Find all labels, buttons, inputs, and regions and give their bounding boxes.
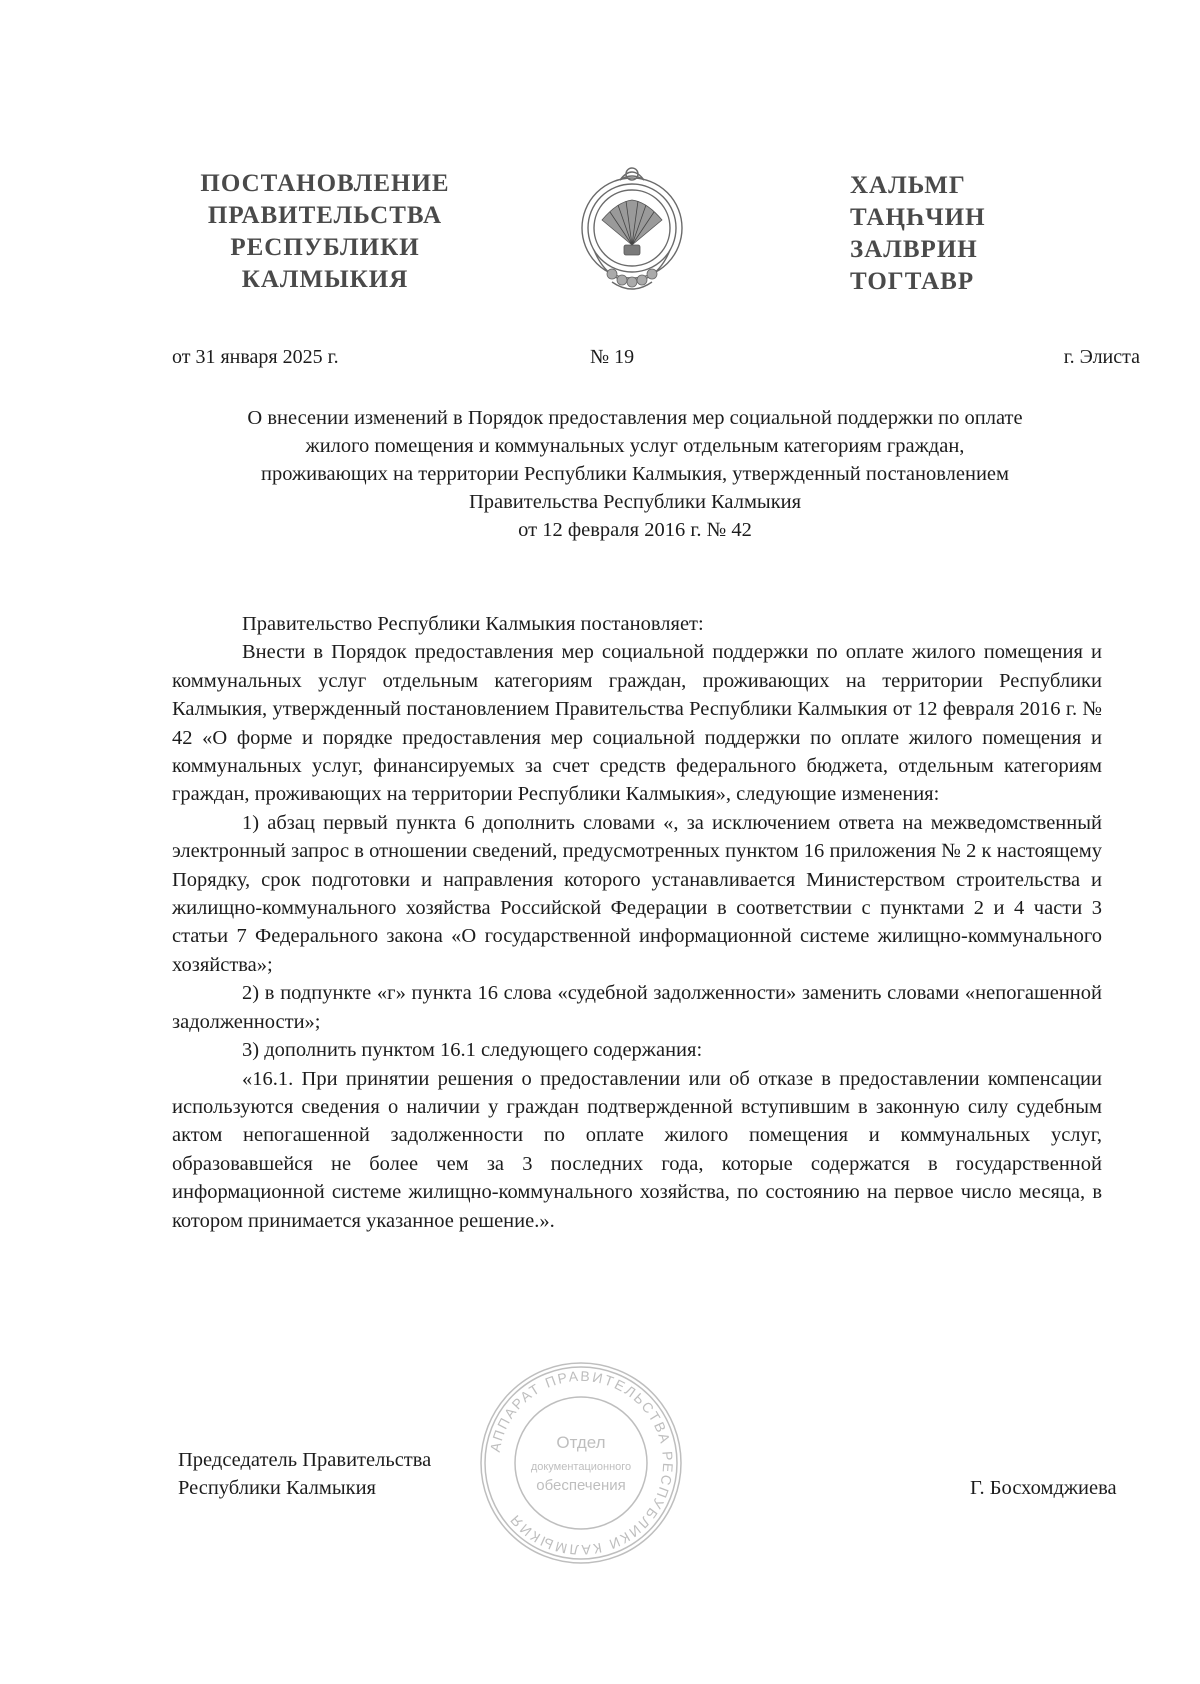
- header-kalmyk-title: [850, 170, 1020, 298]
- signatory-position-line: Председатель Правительства: [178, 1449, 432, 1471]
- title-line: жилого помещения и коммунальных услуг отдельным категориям граждан,: [305, 435, 965, 457]
- document-body: [172, 610, 1102, 1235]
- header-russian-title: [180, 168, 470, 296]
- title-line: от 12 февраля 2016 г. № 42: [518, 519, 752, 541]
- seal-ring-text: АППАРАТ ПРАВИТЕЛЬСТВА РЕСПУБЛИКИ КАЛМЫКИЯ: [486, 1367, 677, 1559]
- title-line: Правительства Республики Калмыкия: [468, 491, 802, 513]
- header-left-line: ПРАВИТЕЛЬСТВА: [207, 202, 443, 229]
- header-left-line: ПОСТАНОВЛЕНИЕ: [200, 170, 450, 197]
- body-paragraph: 1) абзац первый пункта 6 дополнить словами «, за исключением ответа на межведомственный электронный запрос в отношении сведений, предусмотренных пунктом 16 приложения № 2 к настоящему Порядку, срок подготовки и направления которого устанавливается Министерством строительства и жилищно-коммунального хозяйства Российской Федерации в соответствии с пунктами 2 и 4 части 3 статьи 7 Федерального закона «О государственной информационной системе жилищно-коммунального хозяйства»;: [172, 811, 1102, 976]
- body-paragraph: 2) в подпункте «г» пункта 16 слова «судебной задолженности» заменить словами «непогашенной задолженности»;: [172, 982, 1102, 1033]
- seal-center-line: Отдел: [556, 1433, 606, 1452]
- title-line: проживающих на территории Республики Калмыкия, утвержденный постановлением: [261, 463, 1009, 485]
- signatory-position: [178, 1446, 431, 1502]
- document-title: [160, 404, 1110, 544]
- title-line: О внесении изменений в Порядок предоставления мер социальной поддержки по оплате: [247, 407, 1023, 429]
- document-date: от 31 января 2025 г.: [172, 346, 339, 368]
- header-left-line: РЕСПУБЛИКИ: [230, 234, 420, 261]
- header-right-line: ЗАЛВРИН: [850, 236, 978, 263]
- header-left-line: КАЛМЫКИЯ: [241, 266, 409, 293]
- body-paragraph: Внести в Порядок предоставления мер социальной поддержки по оплате жилого помещения и коммунальных услуг отдельным категориям граждан, проживающих на территории Республики Калмыкия, утвержденный постановлением Правительства Республики Калмыкия от 12 февраля 2016 г. № 42 «О форме и порядке предоставления мер социальной поддержки по оплате жилого помещения и коммунальных услуг, финансируемых за счет средств федерального бюджета, отдельным категориям граждан, проживающих на территории Республики Калмыкия», следующие изменения:: [172, 641, 1102, 806]
- seal-center-line: обеспечения: [536, 1477, 626, 1494]
- body-paragraph: Правительство Республики Калмыкия постановляет:: [242, 613, 704, 635]
- header-right-line: ТАҢҺЧИН: [850, 204, 986, 231]
- document-number: № 19: [590, 346, 635, 368]
- official-seal-icon: [476, 1358, 686, 1568]
- kalmykia-coat-of-arms-icon: [572, 150, 692, 300]
- body-paragraph: 3) дополнить пунктом 16.1 следующего содержания:: [242, 1039, 703, 1062]
- signatory-name: Г. Босхомджиева: [970, 1477, 1117, 1499]
- header-right-line: ТОГТАВР: [850, 268, 975, 295]
- seal-center-line: документационного: [530, 1461, 632, 1473]
- signatory-position-line: Республики Калмыкия: [178, 1477, 376, 1499]
- header-right-line: ХАЛЬМГ: [850, 172, 966, 199]
- document-city: г. Элиста: [1063, 346, 1140, 368]
- body-paragraph: «16.1. При принятии решения о предоставлении или об отказе в предоставлении компенсации используются сведения о наличии у граждан подтвержденной вступившим в законную силу судебным актом непогашенной задолженности по оплате жилого помещения и коммунальных услуг, образовавшейся не более чем за 3 последних года, которые содержатся в государственной информационной системе жилищно-коммунального хозяйства, по состоянию на первое число месяца, в котором принимается указанное решение.».: [172, 1067, 1102, 1232]
